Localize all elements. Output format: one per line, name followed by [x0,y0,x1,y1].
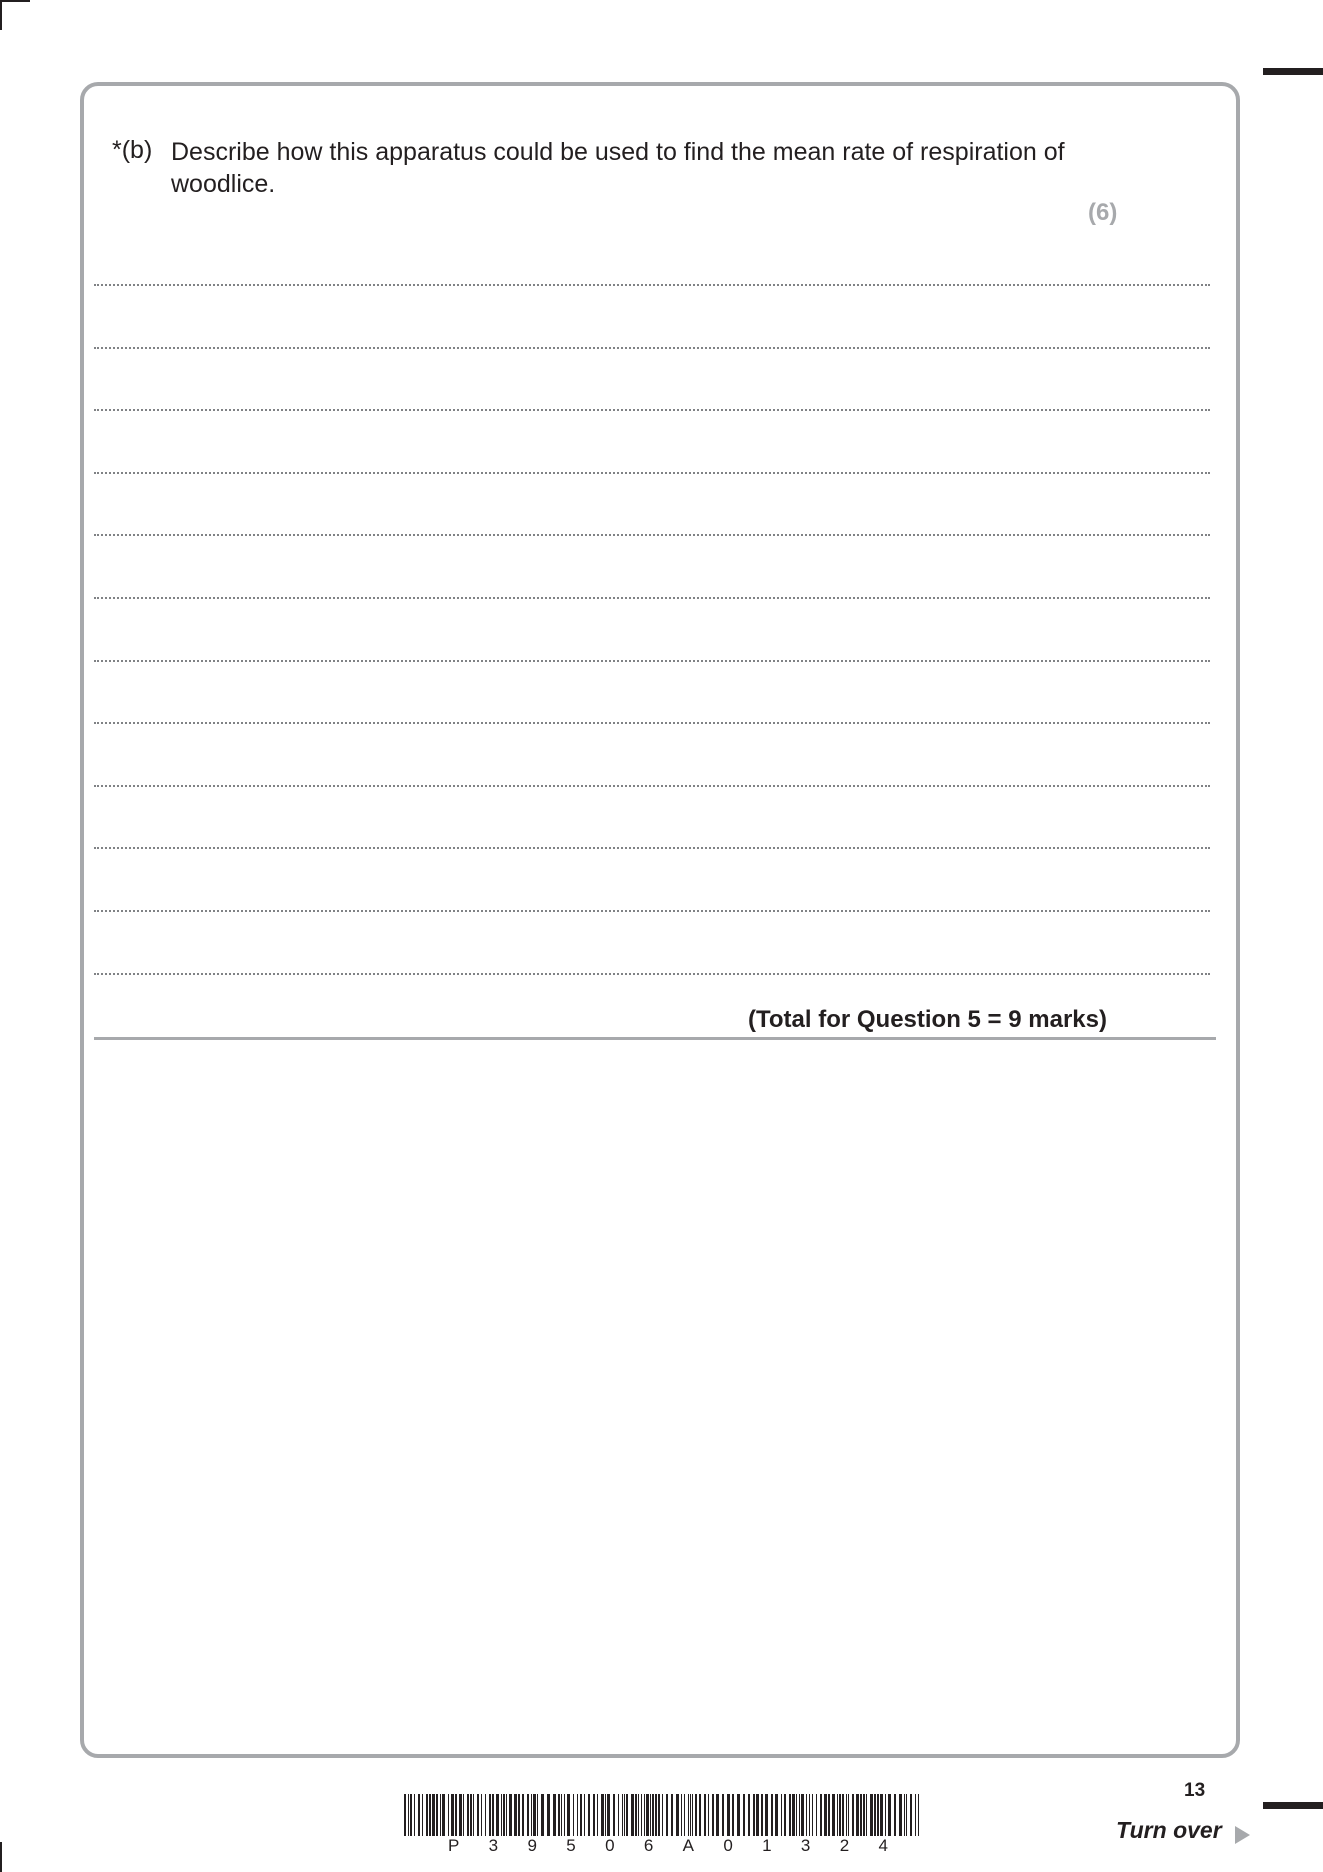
barcode-bar [489,1794,491,1836]
barcode-bar [537,1794,538,1836]
turn-over-arrow-icon [1235,1826,1250,1844]
barcode-bar [692,1794,693,1836]
barcode-bar [522,1794,524,1836]
marks-available: (6) [1088,199,1118,226]
question-text: Describe how this apparatus could be used to find the mean rate of respiration of woodlice. [171,138,1065,198]
barcode-bar [852,1794,854,1836]
barcode-bar [553,1794,556,1836]
barcode-bar [915,1794,916,1836]
barcode-bar [899,1794,902,1836]
barcode-bar [906,1794,907,1836]
crop-mark-top-left-h [0,0,30,2]
barcode-bar [796,1794,797,1836]
barcode-bar [646,1794,649,1836]
barcode-bar [666,1794,668,1836]
barcode-bar [704,1794,706,1836]
barcode-bar [506,1794,507,1836]
barcode-char: 4 [878,1836,888,1855]
barcode-bar [737,1794,740,1836]
barcode-bar [601,1794,604,1836]
barcode-bar [690,1794,691,1836]
barcode-bar [863,1794,865,1836]
barcode-char: 0 [605,1836,615,1855]
barcode-bar [658,1794,660,1836]
barcode-bar [436,1794,438,1836]
barcode [404,1794,922,1836]
barcode-bar [605,1794,606,1836]
barcode-bar [880,1794,883,1836]
barcode-bar [765,1794,768,1836]
barcode-bar [518,1794,520,1836]
barcode-bar [547,1794,550,1836]
barcode-bar [501,1794,502,1836]
barcode-bar [597,1794,598,1836]
barcode-bar [885,1794,886,1836]
barcode-bar [477,1794,479,1836]
barcode-bar [839,1794,841,1836]
answer-line[interactable] [94,785,1210,787]
barcode-bar [792,1794,795,1836]
barcode-bar [676,1794,679,1836]
barcode-char: 0 [723,1836,733,1855]
barcode-bar [463,1794,464,1836]
answer-line[interactable] [94,409,1210,411]
barcode-bar [732,1794,734,1836]
answer-line[interactable] [94,347,1210,349]
barcode-bar [652,1794,654,1836]
answer-line[interactable] [94,847,1210,849]
answer-line[interactable] [94,910,1210,912]
barcode-bar [485,1794,486,1836]
barcode-bar [848,1794,849,1836]
barcode-char: 5 [566,1836,576,1855]
barcode-bar [631,1794,634,1836]
margin-bar-bottom [1263,1802,1323,1809]
barcode-bar [451,1794,454,1836]
barcode-bar [784,1794,786,1836]
barcode-bar [918,1794,919,1836]
barcode-bar [531,1794,532,1836]
barcode-bar [503,1794,505,1836]
barcode-bar [422,1794,423,1836]
barcode-bar [577,1794,578,1836]
question-total: (Total for Question 5 = 9 marks) [748,1006,1107,1033]
barcode-bar [618,1794,619,1836]
barcode-bar [712,1794,714,1836]
answer-line[interactable] [94,722,1210,724]
barcode-bar [781,1794,782,1836]
barcode-bar [624,1794,625,1836]
barcode-bar [644,1794,645,1836]
barcode-bar [722,1794,724,1836]
barcode-bar [761,1794,763,1836]
barcode-bar [492,1794,494,1836]
barcode-bar [455,1794,457,1836]
barcode-bar [448,1794,449,1836]
barcode-bar [470,1794,472,1836]
barcode-bar [558,1794,560,1836]
barcode-bar [820,1794,822,1836]
page-number: 13 [1184,1780,1206,1801]
barcode-bar [638,1794,639,1836]
barcode-bar [789,1794,791,1836]
barcode-char: 3 [488,1836,499,1855]
answer-line[interactable] [94,472,1210,474]
barcode-bar [695,1794,697,1836]
barcode-bar [716,1794,719,1836]
barcode-bar [567,1794,570,1836]
barcode-bar [888,1794,891,1836]
barcode-bar [806,1794,807,1836]
barcode-bar [459,1794,462,1836]
barcode-bar [655,1794,657,1836]
barcode-bar [418,1794,420,1836]
barcode-bar [874,1794,876,1836]
total-rule [94,1037,1216,1040]
barcode-bar [837,1794,838,1836]
barcode-text [448,1836,888,1856]
barcode-bar [622,1794,623,1836]
margin-bar-top [1263,68,1323,75]
barcode-bar [828,1794,830,1836]
barcode-bar [870,1794,873,1836]
question-number: *(b) [112,136,153,164]
barcode-bar [588,1794,590,1836]
barcode-bar [877,1794,879,1836]
barcode-bar [894,1794,896,1836]
barcode-char: 1 [762,1836,772,1855]
barcode-bar [846,1794,847,1836]
barcode-bar [699,1794,701,1836]
barcode-bar [593,1794,595,1836]
barcode-char: 3 [800,1836,811,1855]
barcode-bar [812,1794,813,1836]
barcode-bar [561,1794,562,1836]
barcode-bar [650,1794,651,1836]
barcode-bar [816,1794,817,1836]
barcode-bar [527,1794,529,1836]
barcode-bar [509,1794,512,1836]
barcode-bar [809,1794,810,1836]
barcode-bar [681,1794,682,1836]
barcode-bar [641,1794,642,1836]
barcode-bar [824,1794,827,1836]
barcode-char: 6 [643,1836,654,1855]
barcode-bar [481,1794,482,1836]
barcode-bar [514,1794,517,1836]
barcode-char: 2 [839,1836,850,1855]
barcode-bar [684,1794,685,1836]
barcode-bar [496,1794,499,1836]
answer-line[interactable] [94,284,1210,286]
barcode-bar [866,1794,867,1836]
barcode-bar [473,1794,474,1836]
barcode-bar [426,1794,428,1836]
barcode-bar [442,1794,445,1836]
barcode-bar [533,1794,536,1836]
barcode-bar [904,1794,905,1836]
crop-mark-top-left-v [0,0,2,30]
barcode-bar [541,1794,544,1836]
answer-line[interactable] [94,973,1210,975]
barcode-bar [688,1794,689,1836]
barcode-bar [410,1794,412,1836]
barcode-bar [408,1794,409,1836]
answer-line[interactable] [94,534,1210,536]
barcode-bar [580,1794,582,1836]
barcode-bar [607,1794,610,1836]
barcode-bar [404,1794,406,1836]
barcode-bar [727,1794,730,1836]
barcode-bar [429,1794,431,1836]
barcode-bar [467,1794,469,1836]
crop-mark-bottom-left-v [0,1842,2,1872]
barcode-bar [860,1794,862,1836]
barcode-bar [743,1794,745,1836]
barcode-bar [910,1794,912,1836]
answer-line[interactable] [94,597,1210,599]
barcode-bar [564,1794,565,1836]
barcode-bar [613,1794,615,1836]
barcode-bar [708,1794,709,1836]
answer-panel [80,82,1240,1758]
barcode-bar [432,1794,435,1836]
barcode-bar [671,1794,673,1836]
barcode-bar [635,1794,637,1836]
barcode-bar [414,1794,415,1836]
barcode-bar [756,1794,759,1836]
barcode-bar [584,1794,585,1836]
barcode-bar [626,1794,628,1836]
barcode-bar [748,1794,750,1836]
barcode-bar [842,1794,844,1836]
barcode-char: A [682,1836,694,1855]
barcode-bar [799,1794,800,1836]
barcode-bar [832,1794,835,1836]
turn-over-label: Turn over [1116,1817,1222,1843]
barcode-bar [573,1794,574,1836]
barcode-bar [775,1794,778,1836]
barcode-char: 9 [527,1836,537,1855]
answer-line[interactable] [94,660,1210,662]
barcode-bar [856,1794,859,1836]
barcode-char: P [448,1836,460,1855]
barcode-bar [440,1794,441,1836]
barcode-bar [662,1794,663,1836]
barcode-bar [801,1794,804,1836]
barcode-bar [771,1794,773,1836]
barcode-bar [753,1794,755,1836]
